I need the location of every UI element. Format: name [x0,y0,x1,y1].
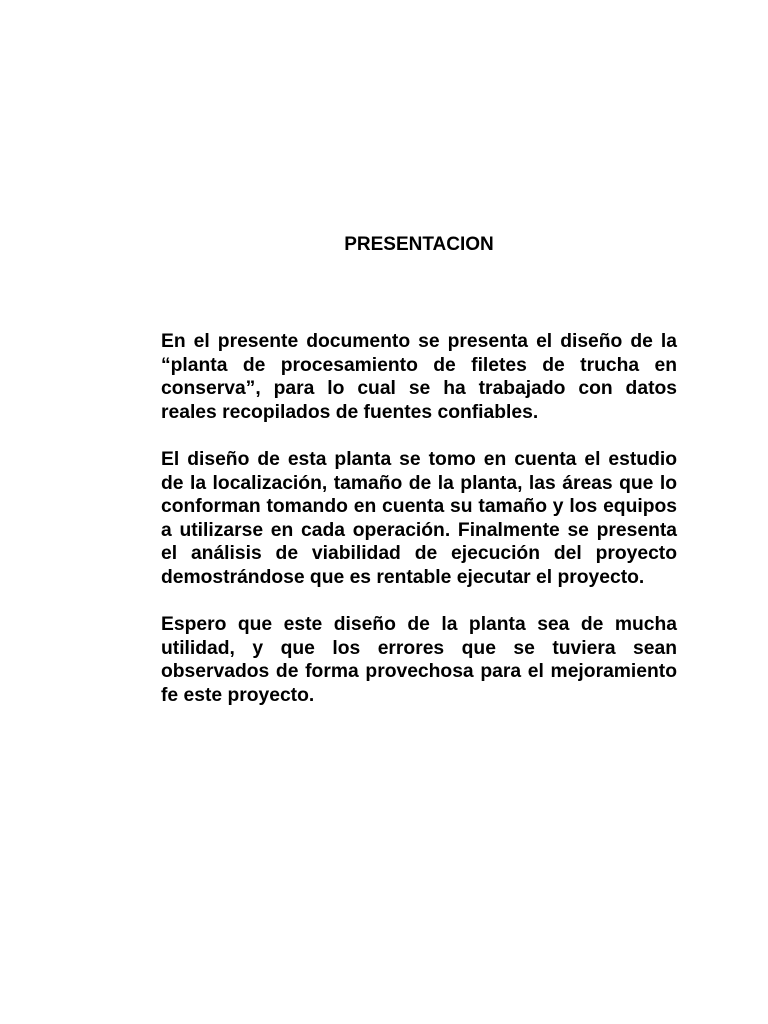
paragraph-intro: En el presente documento se presenta el diseño de la “planta de procesamiento de filetes de trucha en conserva”, para lo cual se ha trabajado con datos reales recopilados de fuentes confiables. [161,331,677,423]
document-body [161,330,677,731]
page-title: PRESENTACION [344,234,494,255]
paragraph-closing: Espero que este diseño de la planta sea de mucha utilidad, y que los errores que se tuviera sean observados de forma provechosa para el mejoramiento fe este proyecto. [161,614,677,706]
paragraph-design: El diseño de esta planta se tomo en cuenta el estudio de la localización, tamaño de la planta, las áreas que lo conforman tomando en cuenta su tamaño y los equipos a utilizarse en cada operación. Finalmente se presenta el análisis de viabilidad de ejecución del proyecto demostrándose que es rentable ejecutar el proyecto. [161,448,677,588]
